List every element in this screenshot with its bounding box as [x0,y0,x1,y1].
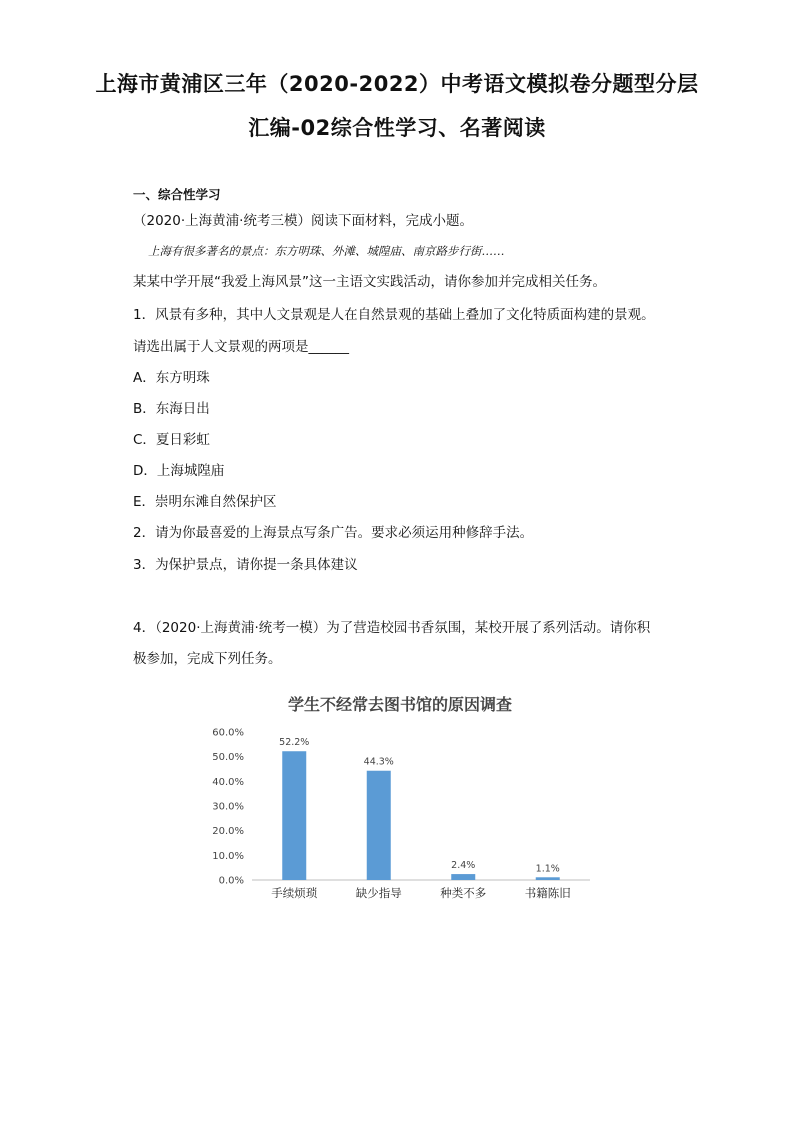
document-title-line-2: 汇编-02综合性学习、名著阅读 [248,116,546,140]
option-c: C．夏日彩虹 [133,432,210,448]
y-tick-label: 60.0% [212,727,244,739]
section-heading: 一、综合性学习 [133,187,221,202]
y-tick-label: 10.0% [212,850,244,862]
category-label: 书籍陈旧 [524,886,571,900]
y-tick-label: 40.0% [212,776,244,788]
category-label: 种类不多 [440,886,487,900]
option-a: A．东方明珠 [133,370,210,386]
question-1-line-2: 请选出属于人文景观的两项是______ [133,339,349,355]
activity-intro: 某某中学开展“我爱上海风景”这一主语文实践活动，请你参加并完成相关任务。 [133,274,606,290]
category-label: 手续烦琐 [271,886,318,900]
question-4-line-2: 极参加，完成下列任务。 [133,651,282,667]
question-2: 2．请为你最喜爱的上海景点写条广告。要求必须运用种修辞手法。 [133,525,534,541]
chart-title: 学生不经常去图书馆的原因调查 [287,695,513,714]
question-1-line-1: 1．风景有多种，其中人文景观是人在自然景观的基础上叠加了文化特质面构建的景观。 [133,307,655,323]
data-label: 52.2% [279,737,310,749]
question-4-line-1: 4．（2020·上海黄浦·统考一模）为了营造校园书香氛围，某校开展了系列活动。请你积 [133,620,651,636]
question-source: （2020·上海黄浦·统考三模）阅读下面材料，完成小题。 [133,213,473,229]
option-d: D．上海城隍庙 [133,463,225,479]
y-tick-label: 50.0% [212,752,244,764]
reading-material: 上海有很多著名的景点：东方明珠、外滩、城隍庙、南京路步行街…… [148,244,505,258]
bar-4 [536,877,560,880]
y-tick-label: 30.0% [212,801,244,813]
library-survey-chart [200,690,600,910]
bar-2 [367,771,391,880]
data-label: 1.1% [535,863,560,875]
option-e: E．崇明东滩自然保护区 [133,494,277,510]
question-3: 3．为保护景点，请你提一条具体建议 [133,557,358,573]
y-tick-label: 0.0% [218,875,244,887]
option-b: B．东海日出 [133,401,210,417]
bar-3 [451,874,475,880]
bar-1 [282,751,306,880]
data-label: 44.3% [363,756,394,768]
document-title-line-1: 上海市黄浦区三年（2020-2022）中考语文模拟卷分题型分层 [95,72,699,96]
category-label: 缺少指导 [355,886,402,900]
y-tick-label: 20.0% [212,826,244,838]
data-label: 2.4% [451,860,476,872]
